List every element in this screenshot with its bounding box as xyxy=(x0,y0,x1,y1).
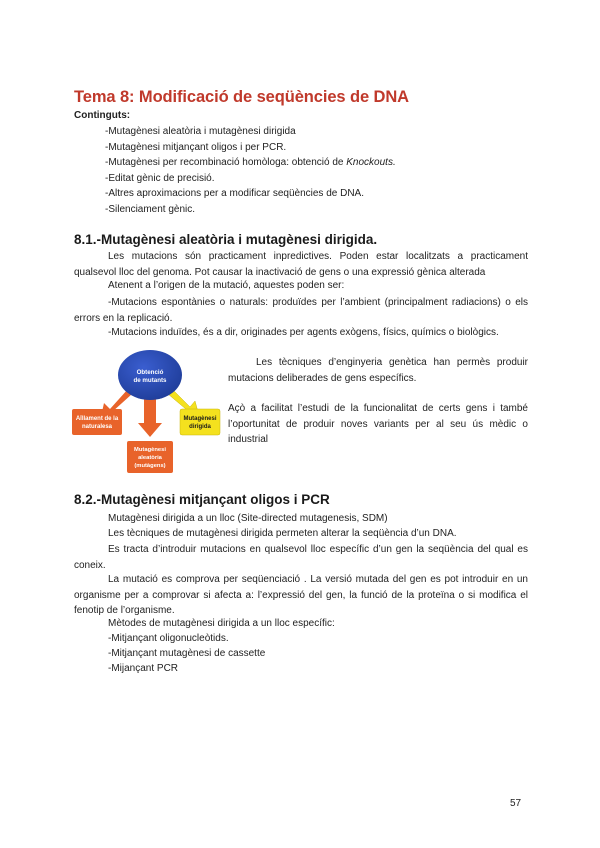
paragraph: Les tècniques de mutagènesi dirigida permeten alterar la seqüència d’un DNA. xyxy=(108,528,457,539)
page-title: Tema 8: Modificació de seqüències de DNA xyxy=(74,88,409,106)
left-label-1: Aïllament de la xyxy=(75,416,119,422)
paragraph: Es tracta d’introduir mutacions en qualsevol lloc específic d’un gen la seqüència del qual es coneix. xyxy=(74,544,528,571)
knockouts-term: Knockouts. xyxy=(346,157,396,169)
paragraph: Mètodes de mutagènesi dirigida a un lloc específic: xyxy=(108,618,335,629)
contents-item xyxy=(105,155,396,171)
contents-item: -Mutagènesi aleatòria i mutagènesi dirigida xyxy=(105,126,296,137)
arrow-down-icon xyxy=(138,397,162,437)
contents-item: -Mutagènesi mitjançant oligos i per PCR. xyxy=(105,141,287,153)
paragraph: Atenent a l’origen de la mutació, aquestes poden ser: xyxy=(108,280,345,291)
bottom-label-3: (mutàgens) xyxy=(134,463,166,469)
section-heading-8-1: 8.1.-Mutagènesi aleatòria i mutagènesi dirigida. xyxy=(74,232,378,247)
contents-item-text: -Mutagènesi per recombinació homòloga: obtenció de xyxy=(105,157,347,169)
list-item: -Mijançant PCR xyxy=(108,663,179,674)
paragraph: Les mutacions són practicament inpredictives. Poden estar localitzats a practicament qualsevol lloc del genoma. Pot causar la inactivació de gens o una expressió gènica alterada xyxy=(74,251,528,278)
list-item: -Mitjançant oligonucleòtids. xyxy=(108,633,229,644)
left-box xyxy=(72,409,122,435)
bottom-label-2: aleatòria xyxy=(138,455,162,461)
paragraph: -Mutacions espontànies o naturals: produïdes per l’ambient (principalment radiacions) o els errors en la replicació. xyxy=(74,297,528,324)
paragraph: -Mutacions induïdes, és a dir, originades per agents exògens, físics, químics o biològics. xyxy=(108,327,499,338)
contents-item: -Altres aproximacions per a modificar seqüències de DNA. xyxy=(105,188,364,200)
right-label-1: Mutagènesi xyxy=(183,416,217,422)
paragraph: Açò a facilitat l’estudi de la funcionalitat de certs gens i també l’oportunitat de produir noves variants per al seu ús mèdic o industrial xyxy=(228,403,528,445)
paragraph: Mutagènesi dirigida a un lloc (Site-directed mutagenesis, SDM) xyxy=(108,513,388,524)
bottom-label-1: Mutagènesi xyxy=(134,447,166,453)
mutant-obtention-diagram xyxy=(70,347,230,475)
paragraph: Les tècniques d’enginyeria genètica han permès produir mutacions deliberades de gens específics. xyxy=(228,357,528,384)
section-heading-8-2: 8.2.-Mutagènesi mitjançant oligos i PCR xyxy=(74,492,330,507)
center-label-2: de mutants xyxy=(133,377,167,384)
page-number: 57 xyxy=(510,798,522,809)
right-box xyxy=(180,409,220,435)
contents-item: -Silenciament gènic. xyxy=(105,203,196,215)
list-item: -Mitjançant mutagènesi de cassette xyxy=(108,648,266,659)
contents-label: Continguts: xyxy=(74,110,131,121)
paragraph: La mutació es comprova per seqüenciació . La versió mutada del gen es pot introduir en un organisme per a comprovar si afecta a: l’expressió del gen, la funció de la proteïna o si modifica el fenotip de l’organisme. xyxy=(74,574,528,616)
contents-item: -Editat gènic de precisió. xyxy=(105,172,215,184)
right-label-2: dirigida xyxy=(189,424,211,430)
left-label-2: naturalesa xyxy=(81,424,113,430)
center-label-1: Obtenció xyxy=(136,369,164,376)
contents-list xyxy=(105,124,396,218)
